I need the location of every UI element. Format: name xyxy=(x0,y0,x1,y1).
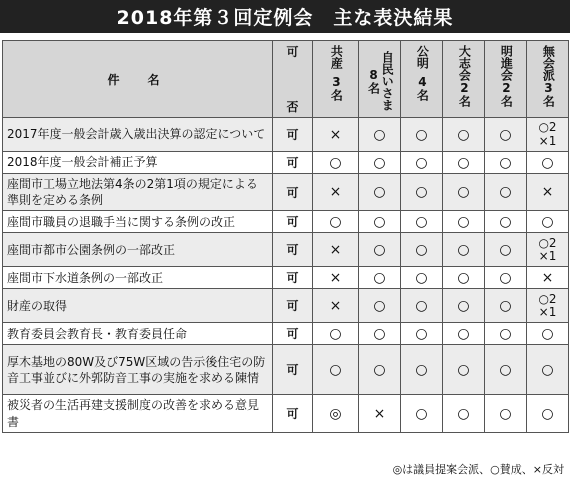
row-vote: ○ xyxy=(359,289,401,323)
header-ka-label: 可 xyxy=(286,45,299,59)
row-vote: ○ xyxy=(401,345,443,395)
row-item-name: 財産の取得 xyxy=(3,289,273,323)
row-vote: ○2 ×1 xyxy=(527,118,569,152)
table-row xyxy=(3,345,569,395)
row-vote: × xyxy=(313,118,359,152)
header-ka xyxy=(273,41,313,118)
header-meishinkai-label: 明進会2名 xyxy=(499,45,514,107)
row-item-name: 座間市都市公園条例の一部改正 xyxy=(3,233,273,267)
header-meishinkai xyxy=(485,41,527,118)
row-vote: ○ xyxy=(443,233,485,267)
row-vote: × xyxy=(313,233,359,267)
header-kyosan-label: 共産 xyxy=(329,45,344,69)
row-vote: ○2 ×1 xyxy=(527,289,569,323)
row-vote: ○ xyxy=(401,152,443,174)
row-vote: ○ xyxy=(527,345,569,395)
row-vote: ○ xyxy=(485,289,527,323)
row-vote: × xyxy=(359,395,401,432)
legend-footnote: ◎は議員提案会派、○賛成、×反対 xyxy=(392,463,564,476)
row-vote: ○ xyxy=(401,289,443,323)
row-vote: × xyxy=(313,289,359,323)
row-result: 可 xyxy=(273,174,313,211)
row-vote: ○ xyxy=(401,267,443,289)
row-vote: ○ xyxy=(359,233,401,267)
table-row xyxy=(3,289,569,323)
row-item-name: 教育委員会教育長・教育委員任命 xyxy=(3,323,273,345)
row-vote: ○ xyxy=(485,118,527,152)
row-vote: ○ xyxy=(527,152,569,174)
row-vote: × xyxy=(313,174,359,211)
row-vote: ○ xyxy=(443,211,485,233)
row-vote: ○ xyxy=(443,345,485,395)
row-vote: ○ xyxy=(359,345,401,395)
row-vote: ○ xyxy=(485,152,527,174)
row-result: 可 xyxy=(273,323,313,345)
row-vote: ○ xyxy=(401,118,443,152)
row-vote: ○ xyxy=(485,267,527,289)
header-mukaiha-label: 無会派3名 xyxy=(541,45,556,107)
row-vote: ○ xyxy=(443,289,485,323)
row-vote: ○ xyxy=(485,174,527,211)
table-body xyxy=(3,118,569,433)
row-vote: ○ xyxy=(443,118,485,152)
row-vote: ○ xyxy=(401,211,443,233)
row-result: 可 xyxy=(273,289,313,323)
header-komei-sub: 4名 xyxy=(415,75,430,101)
row-vote: ○ xyxy=(359,211,401,233)
row-result: 可 xyxy=(273,152,313,174)
header-taishikai xyxy=(443,41,485,118)
vote-results-table xyxy=(2,40,569,433)
row-vote: ○ xyxy=(527,323,569,345)
header-ka-sub: 否 xyxy=(286,100,299,114)
table-row xyxy=(3,174,569,211)
row-vote: ○2 ×1 xyxy=(527,233,569,267)
row-vote: ◎ xyxy=(313,395,359,432)
page-title: 2018年第３回定例会 主な表決結果 xyxy=(0,0,570,33)
row-item-name: 2017年度一般会計歳入歳出決算の認定について xyxy=(3,118,273,152)
row-result: 可 xyxy=(273,345,313,395)
row-item-name: 2018年度一般会計補正予算 xyxy=(3,152,273,174)
row-vote: ○ xyxy=(443,174,485,211)
table-row xyxy=(3,152,569,174)
row-vote: ○ xyxy=(359,267,401,289)
row-vote: ○ xyxy=(443,395,485,432)
table-header-row xyxy=(3,41,569,118)
row-item-name: 被災者の生活再建支援制度の改善を求める意見書 xyxy=(3,395,273,432)
table-row xyxy=(3,211,569,233)
row-item-name: 座間市下水道条例の一部改正 xyxy=(3,267,273,289)
row-vote: ○ xyxy=(359,118,401,152)
row-vote: ○ xyxy=(313,345,359,395)
header-kyosan-sub: 3名 xyxy=(329,75,344,101)
row-vote: ○ xyxy=(443,323,485,345)
row-item-name: 厚木基地の80W及び75W区域の告示後住宅の防音工事並びに外郭防音工事の実施を求める陳情 xyxy=(3,345,273,395)
header-taishikai-label: 大志会2名 xyxy=(457,45,472,107)
row-vote: ○ xyxy=(485,395,527,432)
header-mukaiha xyxy=(527,41,569,118)
table-row xyxy=(3,233,569,267)
table-row xyxy=(3,118,569,152)
row-result: 可 xyxy=(273,395,313,432)
row-vote: ○ xyxy=(359,152,401,174)
row-vote: ○ xyxy=(313,152,359,174)
header-komei-label: 公明 xyxy=(415,45,430,69)
row-vote: ○ xyxy=(485,323,527,345)
row-vote: ○ xyxy=(401,395,443,432)
header-jimin-label: 自民いさま8名 xyxy=(366,51,395,111)
header-kyosan xyxy=(313,41,359,118)
row-vote: ○ xyxy=(359,174,401,211)
row-vote: ○ xyxy=(485,345,527,395)
header-jimin xyxy=(359,41,401,118)
row-vote: × xyxy=(527,267,569,289)
table-row xyxy=(3,323,569,345)
row-vote: ○ xyxy=(401,323,443,345)
row-vote: ○ xyxy=(527,211,569,233)
row-vote: ○ xyxy=(443,267,485,289)
table-row xyxy=(3,267,569,289)
row-item-name: 座間市工場立地法第4条の2第1項の規定による準則を定める条例 xyxy=(3,174,273,211)
table-row xyxy=(3,395,569,432)
row-item-name: 座間市職員の退職手当に関する条例の改正 xyxy=(3,211,273,233)
row-vote: × xyxy=(527,174,569,211)
row-result: 可 xyxy=(273,267,313,289)
row-vote: ○ xyxy=(313,323,359,345)
row-result: 可 xyxy=(273,118,313,152)
row-vote: ○ xyxy=(401,174,443,211)
row-vote: ○ xyxy=(313,211,359,233)
row-vote: × xyxy=(313,267,359,289)
row-vote: ○ xyxy=(359,323,401,345)
row-vote: ○ xyxy=(485,211,527,233)
row-vote: ○ xyxy=(401,233,443,267)
header-komei xyxy=(401,41,443,118)
row-vote: ○ xyxy=(443,152,485,174)
row-result: 可 xyxy=(273,211,313,233)
row-vote: ○ xyxy=(485,233,527,267)
row-vote: ○ xyxy=(527,395,569,432)
row-result: 可 xyxy=(273,233,313,267)
header-item: 件 名 xyxy=(3,41,273,118)
